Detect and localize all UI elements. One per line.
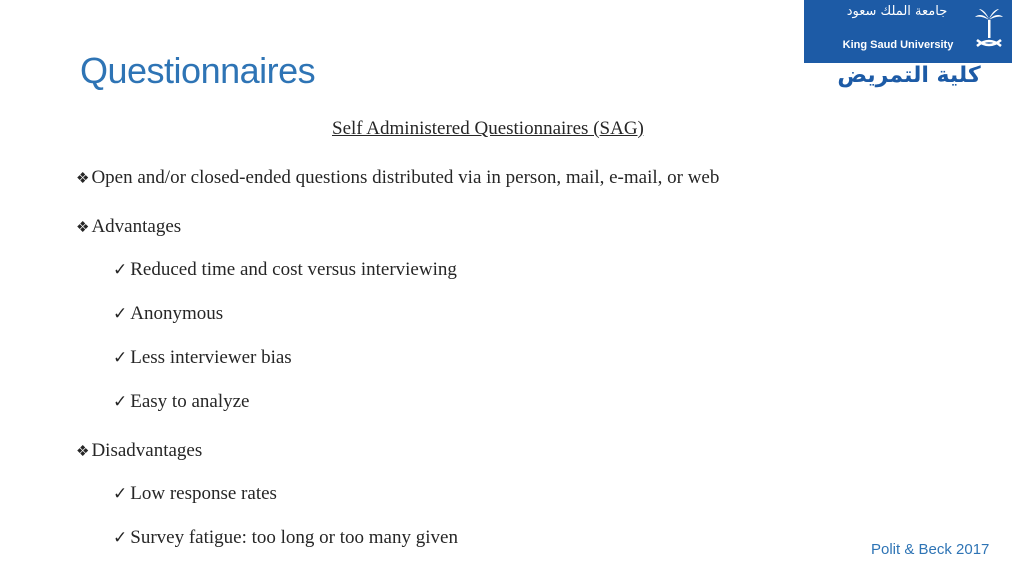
checkmark-icon: ✓ — [113, 348, 128, 367]
bullet-text: Disadvantages — [91, 440, 203, 461]
advantage-item — [113, 259, 457, 281]
disadvantage-item — [113, 483, 277, 505]
advantage-text: Easy to analyze — [130, 391, 250, 412]
logo-english-university-name: King Saud University — [842, 39, 954, 51]
palm-swords-emblem-icon — [972, 6, 1006, 54]
advantage-text: Anonymous — [130, 303, 224, 324]
slide-title: Questionnaires — [80, 50, 316, 91]
advantage-text: Less interviewer bias — [130, 347, 292, 368]
disadvantage-text: Low response rates — [130, 483, 277, 504]
bullet-point-open-closed — [76, 167, 719, 189]
advantage-text: Reduced time and cost versus interviewing — [130, 259, 457, 280]
diamond-bullet-icon: ❖ — [76, 444, 90, 460]
bullet-text: Open and/or closed-ended questions distributed via in person, mail, e-mail, or web — [91, 167, 720, 188]
logo-arabic-college-name: كلية التمريض — [837, 63, 981, 88]
advantage-item — [113, 347, 292, 369]
disadvantage-text: Survey fatigue: too long or too many given — [130, 527, 458, 548]
diamond-bullet-icon: ❖ — [76, 171, 90, 187]
citation-footer: Polit & Beck 2017 — [871, 541, 990, 558]
bullet-point-disadvantages — [76, 440, 202, 462]
diamond-bullet-icon: ❖ — [76, 220, 90, 236]
checkmark-icon: ✓ — [113, 484, 128, 503]
checkmark-icon: ✓ — [113, 304, 128, 323]
checkmark-icon: ✓ — [113, 260, 128, 279]
logo-arabic-university-name: جامعة الملك سعود — [846, 4, 948, 19]
checkmark-icon: ✓ — [113, 392, 128, 411]
disadvantage-item — [113, 527, 458, 549]
slide-subtitle: Self Administered Questionnaires (SAG) — [332, 118, 644, 139]
bullet-text: Advantages — [91, 216, 182, 237]
checkmark-icon: ✓ — [113, 528, 128, 547]
advantage-item — [113, 303, 223, 325]
bullet-point-advantages — [76, 216, 181, 238]
advantage-item — [113, 391, 249, 413]
